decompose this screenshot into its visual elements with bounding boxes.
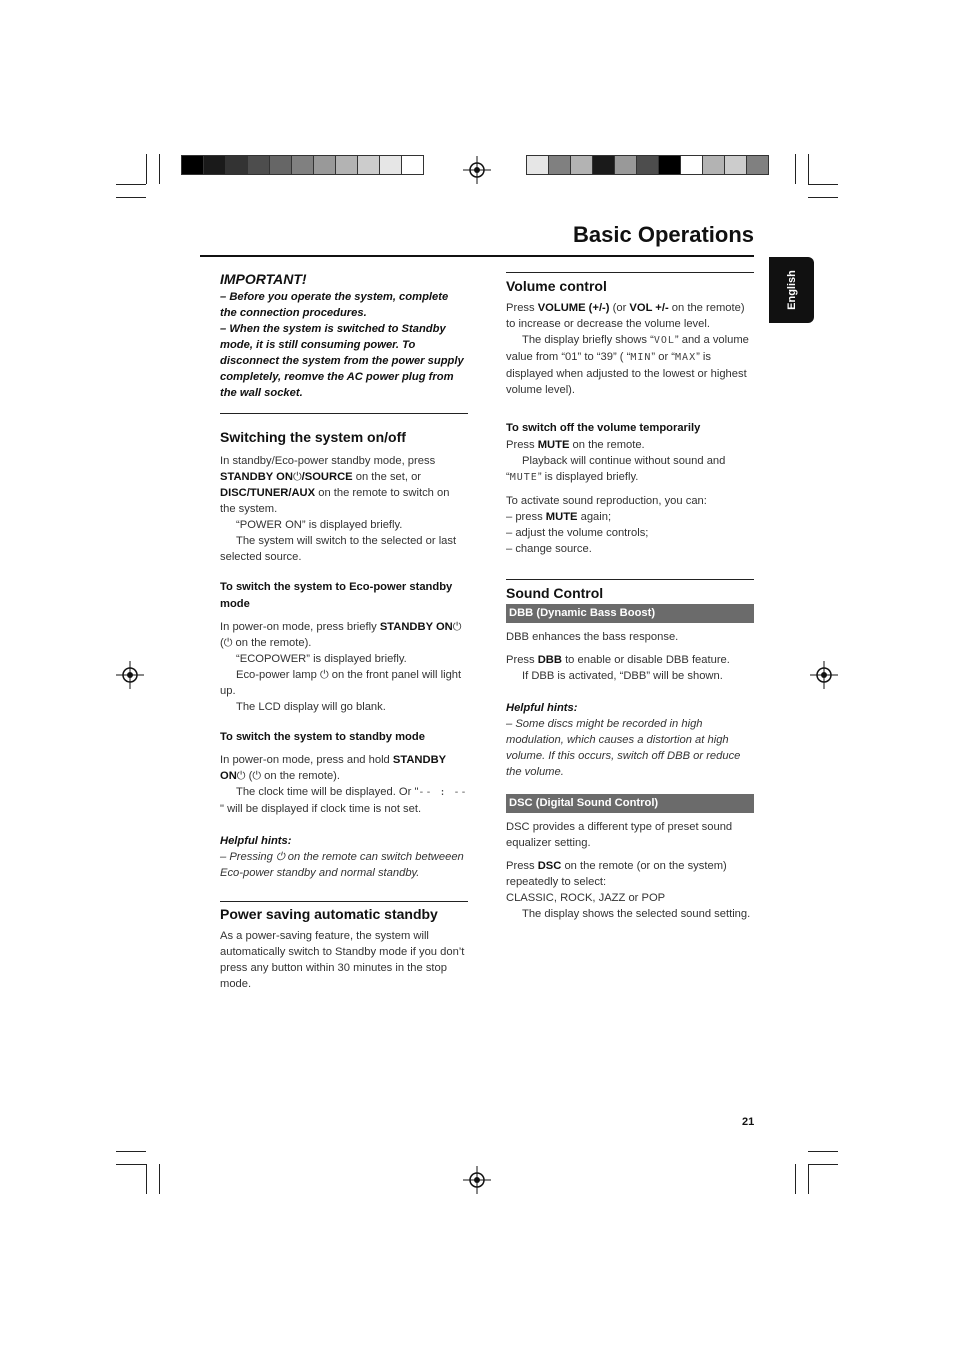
- power-saving-section: [220, 905, 468, 992]
- standby-paragraph: In power-on mode, press and hold STANDBY ON⏻ (⏻ on the remote).: [220, 754, 446, 782]
- text: on the remote.: [569, 439, 645, 451]
- mute-option-1: [506, 509, 754, 525]
- crop-mark: [116, 184, 146, 185]
- title-rule: [200, 255, 754, 257]
- dbb-bar: DBB (Dynamic Bass Boost): [506, 604, 754, 623]
- text: on the set, or: [352, 471, 422, 483]
- text: on the remote can switch betweeen Eco-power standby and normal standby.: [220, 851, 464, 879]
- left-column: [220, 270, 468, 992]
- text: to enable or disable DBB feature.: [561, 654, 730, 666]
- crop-mark: [146, 1164, 147, 1194]
- lcd-max-text: MAX: [675, 352, 697, 363]
- color-swatch: [357, 155, 380, 175]
- crop-mark: [116, 1164, 146, 1165]
- important-line-1: – Before you operate the system, complete the connection procedures.: [220, 291, 449, 319]
- power-icon: ⏻: [223, 636, 233, 649]
- standby-on-key: STANDBY ON: [379, 621, 453, 633]
- color-swatch: [702, 155, 725, 175]
- important-section: [220, 270, 468, 414]
- switching-note-1: “POWER ON” is displayed briefly.: [236, 519, 403, 531]
- eco-section: [220, 579, 468, 715]
- color-swatch: [291, 155, 314, 175]
- color-swatch: [181, 155, 204, 175]
- power-icon: ⏻: [275, 850, 285, 863]
- color-swatch: [658, 155, 681, 175]
- page-title: Basic Operations: [573, 222, 754, 247]
- mute-section: [506, 420, 754, 557]
- helpful-hints-text: [220, 849, 468, 881]
- power-icon: ⏻: [319, 668, 329, 681]
- registration-target-icon: [116, 661, 144, 689]
- volume-section: [506, 272, 754, 398]
- text: The display briefly shows “: [522, 334, 654, 346]
- crop-mark: [116, 197, 146, 198]
- text: ” and a volume value from “01” to “39” ( “: [506, 334, 749, 363]
- mute-paragraph-1: [506, 437, 754, 453]
- mute-paragraph-3: To activate sound reproduction, you can:: [506, 495, 707, 507]
- mute-option-3: – change source.: [506, 543, 592, 555]
- standby-on-key: STANDBY ON: [220, 471, 293, 483]
- text: Press: [506, 860, 538, 872]
- color-swatch: [746, 155, 769, 175]
- text: Playback will continue without sound and “: [506, 455, 726, 483]
- standby-note: [220, 784, 468, 817]
- page-number: 21: [742, 1116, 755, 1128]
- text: on the remote) to increase or decrease the volume level.: [506, 302, 745, 330]
- crop-mark: [795, 154, 796, 184]
- text: ” or “: [651, 351, 676, 363]
- switching-section: [220, 428, 468, 565]
- lcd-mute-text: MUTE: [509, 472, 538, 483]
- eco-note-2: [220, 667, 468, 699]
- dsc-paragraph-1: DSC provides a different type of preset sound equalizer setting.: [506, 821, 733, 849]
- eco-note-1: “ECOPOWER” is displayed briefly.: [236, 653, 407, 665]
- text: on the front panel will light up.: [220, 669, 462, 697]
- crop-mark: [146, 154, 147, 184]
- power-icon: ⏻: [452, 620, 462, 633]
- text: on the remote).: [261, 770, 341, 782]
- text: ” is displayed when adjusted to the lowest or highest volume level).: [506, 351, 747, 396]
- switching-paragraph: [220, 453, 468, 517]
- dsc-paragraph-2: [506, 858, 754, 890]
- text: Press: [506, 302, 538, 314]
- standby-section: [220, 729, 468, 817]
- sound-section: [506, 579, 754, 922]
- important-title: IMPORTANT!: [220, 271, 307, 287]
- switching-note-2: The system will switch to the selected or last selected source.: [220, 535, 457, 563]
- dbb-paragraph-1: DBB enhances the bass response.: [506, 631, 679, 643]
- dsc-bar: DSC (Digital Sound Control): [506, 794, 754, 813]
- color-swatch: [335, 155, 358, 175]
- text: Press: [506, 654, 538, 666]
- text: on the remote (or on the system) repeatedly to select:: [506, 860, 727, 888]
- section-heading-sound: Sound Control: [506, 579, 754, 602]
- crop-mark: [159, 154, 160, 184]
- lcd-min-text: MIN: [630, 352, 652, 363]
- mute-option-2: – adjust the volume controls;: [506, 527, 649, 539]
- registration-target-icon: [810, 661, 838, 689]
- text: In power-on mode, press and hold: [220, 754, 393, 766]
- color-swatch: [548, 155, 571, 175]
- lcd-vol-text: VOL: [653, 335, 675, 346]
- important-line-2: – When the system is switched to Standby mode, it is still consuming power. To disconnect the system from the power supply completely, reomve the AC power plug from the wall socket.: [220, 323, 464, 399]
- eco-paragraph: In power-on mode, press briefly STANDBY ON⏻ (⏻ on the remote).: [220, 620, 462, 649]
- dbb-paragraph-2: [506, 652, 754, 668]
- registration-target-icon: [463, 1166, 491, 1194]
- crop-mark: [808, 197, 838, 198]
- power-saving-text: As a power-saving feature, the system will automatically switch to Standby mode if you don’t press any button within 30 minutes in the stop mode.: [220, 930, 465, 990]
- text: Eco-power lamp: [236, 669, 320, 681]
- color-swatch: [269, 155, 292, 175]
- color-swatch: [379, 155, 402, 175]
- crop-mark: [116, 1151, 146, 1152]
- color-swatch: [225, 155, 248, 175]
- eco-note-3: The LCD display will go blank.: [236, 701, 386, 713]
- section-heading-switching: Switching the system on/off: [220, 429, 406, 445]
- crop-mark: [808, 1164, 809, 1194]
- text: on the remote).: [232, 637, 312, 649]
- mute-key: MUTE: [545, 511, 578, 523]
- color-swatch: [724, 155, 747, 175]
- color-swatch: [614, 155, 637, 175]
- subheading-eco: To switch the system to Eco-power standby mode: [220, 581, 453, 610]
- helpful-hints-text: – Some discs might be recorded in high modulation, which causes a distortion at high volume. If this occurs, switch off DBB or reduce the volume.: [506, 718, 741, 778]
- source-key: /SOURCE: [301, 471, 353, 483]
- left-hints-section: [220, 833, 468, 902]
- right-column: [506, 272, 754, 922]
- section-heading-volume: Volume control: [506, 272, 754, 295]
- color-swatch: [247, 155, 270, 175]
- text: The clock time will be displayed. Or ": [236, 786, 419, 798]
- text: again;: [577, 511, 612, 523]
- helpful-hints-title: Helpful hints:: [506, 702, 578, 714]
- lcd-clock-text: -- : --: [418, 787, 468, 798]
- disc-tuner-aux-key: DISC/TUNER/AUX: [220, 487, 316, 499]
- standby-on-key: STANDBY ON: [220, 754, 446, 782]
- color-swatch: [680, 155, 703, 175]
- subheading-mute: To switch off the volume temporarily: [506, 422, 701, 434]
- power-icon: ⏻: [236, 769, 246, 782]
- text: In power-on mode, press briefly: [220, 621, 380, 633]
- color-swatch: [636, 155, 659, 175]
- text: In standby/Eco-power standby mode, press: [220, 455, 436, 467]
- crop-mark: [159, 1164, 160, 1194]
- language-tab: [769, 257, 814, 323]
- mute-key: MUTE: [537, 439, 570, 451]
- dsc-key: DSC: [537, 860, 562, 872]
- dsc-note: The display shows the selected sound setting.: [522, 908, 751, 920]
- color-swatch: [526, 155, 549, 175]
- power-icon: ⏻: [252, 769, 262, 782]
- helpful-hints-title: Helpful hints:: [220, 835, 292, 847]
- registration-target-icon: [463, 156, 491, 184]
- text: " will be displayed if clock time is not set.: [220, 803, 422, 815]
- color-swatch: [401, 155, 424, 175]
- dsc-options: CLASSIC, ROCK, JAZZ or POP: [506, 892, 666, 904]
- dbb-note: If DBB is activated, “DBB” will be shown.: [522, 670, 723, 682]
- crop-mark: [795, 1164, 796, 1194]
- volume-key: VOLUME (+/-): [537, 302, 610, 314]
- volume-paragraph-2: [506, 332, 754, 398]
- crop-mark: [808, 184, 838, 185]
- color-swatch: [570, 155, 593, 175]
- subheading-standby: To switch the system to standby mode: [220, 731, 425, 743]
- color-swatch: [592, 155, 615, 175]
- volume-paragraph-1: [506, 300, 754, 332]
- crop-mark: [808, 1164, 838, 1165]
- power-icon: ⏻: [292, 470, 302, 483]
- text: – Pressing: [220, 851, 276, 863]
- text: ” is displayed briefly.: [537, 471, 639, 483]
- color-swatch: [313, 155, 336, 175]
- crop-mark: [808, 154, 809, 184]
- mute-paragraph-2: [506, 453, 754, 486]
- text: on the remote to switch on the system.: [220, 487, 450, 515]
- vol-key: VOL +/-: [629, 302, 669, 314]
- language-tab-label: English: [785, 270, 798, 310]
- text: (or: [609, 302, 630, 314]
- section-heading-power-saving: Power saving automatic standby: [220, 906, 438, 922]
- crop-mark: [808, 1151, 838, 1152]
- text: – press: [506, 511, 546, 523]
- dbb-key: DBB: [537, 654, 562, 666]
- text: Press: [506, 439, 538, 451]
- color-swatch: [203, 155, 226, 175]
